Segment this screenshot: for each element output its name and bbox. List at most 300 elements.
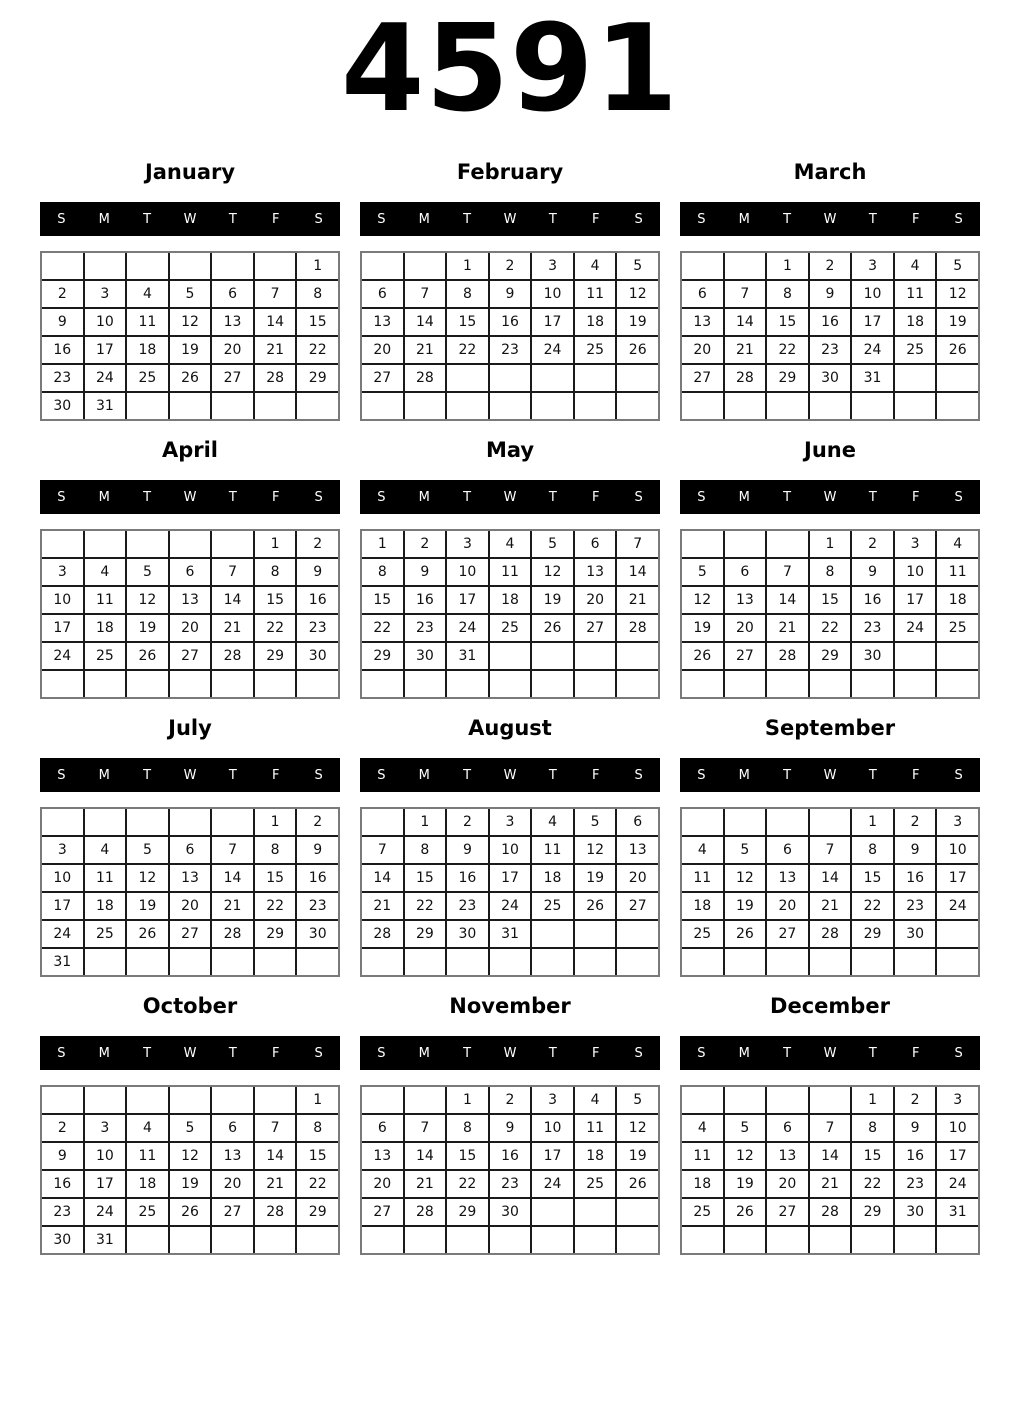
empty-day-cell	[810, 949, 851, 975]
day-cell: 23	[405, 615, 446, 641]
empty-day-cell	[127, 949, 168, 975]
day-cell: 15	[297, 309, 338, 335]
day-cell: 24	[937, 1171, 978, 1197]
empty-day-cell	[895, 671, 936, 697]
day-cell: 10	[85, 309, 126, 335]
day-cell: 15	[852, 1143, 893, 1169]
day-cell: 10	[852, 281, 893, 307]
day-cell: 27	[767, 1199, 808, 1225]
day-cell: 11	[127, 1143, 168, 1169]
weekday-label: F	[271, 767, 280, 783]
empty-day-cell	[810, 1227, 851, 1253]
day-cell: 26	[170, 1199, 211, 1225]
day-cell: 2	[405, 531, 446, 557]
weekday-header	[360, 202, 660, 236]
month-may	[360, 432, 660, 699]
day-cell: 15	[767, 309, 808, 335]
day-cell: 31	[85, 1227, 126, 1253]
day-cell: 12	[575, 837, 616, 863]
weekday-label: S	[377, 1045, 386, 1061]
empty-day-cell	[617, 643, 658, 669]
weekday-label: M	[418, 1045, 430, 1061]
day-cell: 6	[170, 559, 211, 585]
day-cell: 26	[127, 921, 168, 947]
weekday-label: M	[98, 767, 110, 783]
weekday-label: T	[783, 1045, 792, 1061]
month-name: February	[456, 160, 564, 184]
weekday-label: T	[143, 1045, 152, 1061]
weekday-label: T	[143, 767, 152, 783]
day-cell: 22	[405, 893, 446, 919]
day-cell: 30	[895, 1199, 936, 1225]
empty-day-cell	[42, 253, 83, 279]
empty-day-cell	[362, 1227, 403, 1253]
empty-day-cell	[127, 809, 168, 835]
weekday-label: T	[463, 767, 472, 783]
weekday-label: F	[271, 211, 280, 227]
day-cell: 13	[362, 309, 403, 335]
empty-day-cell	[42, 1087, 83, 1113]
day-cell: 16	[895, 1143, 936, 1169]
weekday-label: T	[783, 211, 792, 227]
weekday-label: M	[738, 489, 750, 505]
day-cell: 15	[405, 865, 446, 891]
weekday-label: F	[591, 489, 600, 505]
empty-day-cell	[42, 531, 83, 557]
day-cell: 26	[575, 893, 616, 919]
weekday-label: T	[463, 1045, 472, 1061]
weekday-label: M	[98, 211, 110, 227]
weekday-header	[680, 758, 980, 792]
empty-day-cell	[617, 1227, 658, 1253]
empty-day-cell	[767, 671, 808, 697]
empty-day-cell	[937, 949, 978, 975]
day-cell: 23	[810, 337, 851, 363]
day-cell: 17	[937, 865, 978, 891]
day-cell: 9	[810, 281, 851, 307]
day-cell: 28	[617, 615, 658, 641]
weekday-label: S	[954, 489, 963, 505]
month-name: December	[770, 994, 890, 1018]
day-cell: 18	[490, 587, 531, 613]
empty-day-cell	[532, 671, 573, 697]
empty-day-cell	[170, 1087, 211, 1113]
day-cell: 16	[405, 587, 446, 613]
day-cell: 29	[255, 921, 296, 947]
weekday-label: S	[314, 767, 323, 783]
month-december	[680, 988, 980, 1255]
empty-day-cell	[895, 365, 936, 391]
day-cell: 2	[42, 1115, 83, 1141]
weekday-label: S	[697, 1045, 706, 1061]
day-cell: 21	[767, 615, 808, 641]
weekday-label: F	[271, 489, 280, 505]
day-cell: 17	[532, 309, 573, 335]
day-cell: 4	[85, 559, 126, 585]
weekday-label: W	[183, 211, 197, 227]
empty-day-cell	[127, 531, 168, 557]
day-cell: 16	[852, 587, 893, 613]
empty-day-cell	[725, 531, 766, 557]
empty-day-cell	[170, 253, 211, 279]
weekday-label: W	[183, 489, 197, 505]
day-cell: 23	[297, 893, 338, 919]
weekday-label: T	[548, 211, 557, 227]
day-cell: 25	[490, 615, 531, 641]
empty-day-cell	[297, 393, 338, 419]
weekday-label: F	[911, 489, 920, 505]
day-cell: 26	[617, 337, 658, 363]
day-cell: 20	[767, 1171, 808, 1197]
day-cell: 4	[682, 837, 723, 863]
day-cell: 17	[895, 587, 936, 613]
day-cell: 30	[42, 1227, 83, 1253]
day-cell: 24	[532, 337, 573, 363]
day-cell: 29	[767, 365, 808, 391]
empty-day-cell	[362, 809, 403, 835]
empty-day-cell	[937, 393, 978, 419]
day-cell: 12	[170, 309, 211, 335]
day-cell: 4	[127, 281, 168, 307]
day-cell: 25	[575, 337, 616, 363]
empty-day-cell	[725, 1227, 766, 1253]
day-cell: 16	[895, 865, 936, 891]
empty-day-cell	[532, 1227, 573, 1253]
day-cell: 18	[682, 1171, 723, 1197]
day-cell: 5	[127, 559, 168, 585]
weekday-label: M	[418, 767, 430, 783]
day-cell: 31	[447, 643, 488, 669]
day-cell: 19	[127, 615, 168, 641]
day-cell: 25	[85, 921, 126, 947]
day-cell: 1	[297, 253, 338, 279]
empty-day-cell	[85, 253, 126, 279]
weekday-label: F	[271, 1045, 280, 1061]
day-cell: 31	[42, 949, 83, 975]
day-cell: 8	[297, 281, 338, 307]
day-grid	[360, 807, 660, 977]
day-cell: 6	[212, 1115, 253, 1141]
weekday-label: S	[57, 489, 66, 505]
day-grid	[360, 1085, 660, 1255]
empty-day-cell	[895, 949, 936, 975]
weekday-header	[360, 480, 660, 514]
empty-day-cell	[297, 949, 338, 975]
day-cell: 30	[895, 921, 936, 947]
empty-day-cell	[212, 809, 253, 835]
day-cell: 21	[212, 615, 253, 641]
day-cell: 1	[810, 531, 851, 557]
day-cell: 11	[575, 1115, 616, 1141]
empty-day-cell	[212, 671, 253, 697]
day-cell: 4	[532, 809, 573, 835]
day-cell: 4	[895, 253, 936, 279]
day-cell: 12	[725, 1143, 766, 1169]
day-cell: 11	[682, 865, 723, 891]
empty-day-cell	[682, 1227, 723, 1253]
day-cell: 24	[42, 921, 83, 947]
day-cell: 4	[937, 531, 978, 557]
empty-day-cell	[575, 1199, 616, 1225]
day-cell: 18	[85, 615, 126, 641]
day-cell: 10	[895, 559, 936, 585]
day-cell: 31	[937, 1199, 978, 1225]
day-grid	[40, 807, 340, 977]
day-cell: 20	[767, 893, 808, 919]
day-cell: 9	[895, 837, 936, 863]
day-cell: 24	[447, 615, 488, 641]
empty-day-cell	[852, 671, 893, 697]
empty-day-cell	[532, 393, 573, 419]
day-cell: 8	[255, 837, 296, 863]
empty-day-cell	[767, 1087, 808, 1113]
weekday-header	[360, 1036, 660, 1070]
day-cell: 29	[447, 1199, 488, 1225]
day-cell: 22	[447, 1171, 488, 1197]
day-cell: 14	[725, 309, 766, 335]
day-cell: 7	[767, 559, 808, 585]
day-cell: 24	[937, 893, 978, 919]
day-cell: 23	[490, 337, 531, 363]
day-cell: 9	[895, 1115, 936, 1141]
day-cell: 19	[937, 309, 978, 335]
day-cell: 14	[767, 587, 808, 613]
day-cell: 7	[255, 281, 296, 307]
day-cell: 6	[682, 281, 723, 307]
day-cell: 11	[85, 587, 126, 613]
day-cell: 16	[810, 309, 851, 335]
empty-day-cell	[405, 1227, 446, 1253]
day-cell: 9	[405, 559, 446, 585]
month-june	[680, 432, 980, 699]
day-cell: 25	[682, 921, 723, 947]
empty-day-cell	[937, 671, 978, 697]
day-cell: 11	[895, 281, 936, 307]
empty-day-cell	[810, 1087, 851, 1113]
day-cell: 22	[767, 337, 808, 363]
day-cell: 28	[810, 921, 851, 947]
day-cell: 26	[725, 921, 766, 947]
day-cell: 17	[85, 1171, 126, 1197]
day-cell: 29	[297, 1199, 338, 1225]
day-cell: 1	[255, 809, 296, 835]
month-name: June	[804, 438, 856, 462]
empty-day-cell	[725, 671, 766, 697]
empty-day-cell	[937, 643, 978, 669]
weekday-label: S	[314, 489, 323, 505]
month-name: January	[144, 160, 236, 184]
day-cell: 5	[725, 837, 766, 863]
weekday-label: T	[228, 1045, 237, 1061]
empty-day-cell	[767, 949, 808, 975]
weekday-label: W	[503, 1045, 517, 1061]
empty-day-cell	[682, 531, 723, 557]
day-cell: 5	[617, 1087, 658, 1113]
day-cell: 19	[575, 865, 616, 891]
weekday-header	[40, 480, 340, 514]
weekday-label: T	[143, 489, 152, 505]
month-name: July	[168, 716, 212, 740]
day-cell: 9	[297, 837, 338, 863]
empty-day-cell	[852, 1227, 893, 1253]
day-cell: 6	[575, 531, 616, 557]
weekday-label: S	[314, 1045, 323, 1061]
weekday-label: S	[697, 211, 706, 227]
empty-day-cell	[362, 949, 403, 975]
weekday-label: M	[418, 211, 430, 227]
day-cell: 7	[405, 1115, 446, 1141]
empty-day-cell	[852, 393, 893, 419]
weekday-label: T	[548, 1045, 557, 1061]
day-cell: 30	[810, 365, 851, 391]
day-cell: 17	[42, 615, 83, 641]
weekday-label: S	[377, 767, 386, 783]
day-cell: 9	[490, 1115, 531, 1141]
day-cell: 2	[810, 253, 851, 279]
day-cell: 19	[170, 1171, 211, 1197]
weekday-label: T	[868, 767, 877, 783]
day-cell: 11	[937, 559, 978, 585]
day-cell: 29	[255, 643, 296, 669]
day-cell: 30	[852, 643, 893, 669]
day-cell: 6	[767, 837, 808, 863]
empty-day-cell	[682, 253, 723, 279]
day-cell: 17	[532, 1143, 573, 1169]
weekday-label: T	[463, 211, 472, 227]
weekday-header	[680, 480, 980, 514]
day-cell: 10	[532, 281, 573, 307]
empty-day-cell	[170, 393, 211, 419]
day-cell: 15	[447, 309, 488, 335]
empty-day-cell	[490, 643, 531, 669]
weekday-header	[680, 202, 980, 236]
day-cell: 3	[42, 559, 83, 585]
day-cell: 19	[725, 893, 766, 919]
day-cell: 16	[447, 865, 488, 891]
day-cell: 10	[42, 865, 83, 891]
day-cell: 31	[85, 393, 126, 419]
day-cell: 23	[297, 615, 338, 641]
day-cell: 27	[767, 921, 808, 947]
day-cell: 24	[85, 365, 126, 391]
day-cell: 13	[575, 559, 616, 585]
weekday-label: S	[314, 211, 323, 227]
day-cell: 6	[767, 1115, 808, 1141]
weekday-label: F	[911, 1045, 920, 1061]
empty-day-cell	[937, 921, 978, 947]
empty-day-cell	[575, 949, 616, 975]
day-cell: 22	[297, 337, 338, 363]
empty-day-cell	[212, 949, 253, 975]
empty-day-cell	[255, 671, 296, 697]
weekday-label: W	[823, 211, 837, 227]
month-february	[360, 154, 660, 421]
day-cell: 13	[212, 309, 253, 335]
day-cell: 16	[297, 865, 338, 891]
day-cell: 15	[852, 865, 893, 891]
day-cell: 29	[297, 365, 338, 391]
day-cell: 23	[852, 615, 893, 641]
day-cell: 1	[767, 253, 808, 279]
day-cell: 25	[682, 1199, 723, 1225]
day-cell: 3	[937, 809, 978, 835]
day-cell: 12	[532, 559, 573, 585]
empty-day-cell	[212, 1087, 253, 1113]
weekday-label: M	[418, 489, 430, 505]
day-cell: 10	[42, 587, 83, 613]
weekday-label: T	[868, 1045, 877, 1061]
day-cell: 14	[617, 559, 658, 585]
day-cell: 5	[170, 281, 211, 307]
day-cell: 7	[255, 1115, 296, 1141]
day-cell: 4	[490, 531, 531, 557]
empty-day-cell	[532, 949, 573, 975]
day-cell: 10	[447, 559, 488, 585]
day-cell: 3	[490, 809, 531, 835]
day-cell: 10	[532, 1115, 573, 1141]
empty-day-cell	[405, 1087, 446, 1113]
weekday-label: M	[98, 1045, 110, 1061]
day-cell: 29	[405, 921, 446, 947]
year-title: 4591	[341, 0, 679, 139]
month-name: March	[793, 160, 867, 184]
weekday-label: W	[823, 1045, 837, 1061]
day-cell: 27	[170, 643, 211, 669]
empty-day-cell	[127, 671, 168, 697]
weekday-label: W	[503, 489, 517, 505]
weekday-label: T	[868, 211, 877, 227]
day-cell: 4	[575, 253, 616, 279]
empty-day-cell	[617, 921, 658, 947]
weekday-label: T	[228, 211, 237, 227]
weekday-label: W	[503, 767, 517, 783]
day-cell: 31	[490, 921, 531, 947]
day-cell: 27	[362, 365, 403, 391]
day-cell: 5	[617, 253, 658, 279]
weekday-label: S	[634, 767, 643, 783]
weekday-label: T	[548, 767, 557, 783]
empty-day-cell	[617, 393, 658, 419]
empty-day-cell	[617, 949, 658, 975]
weekday-label: S	[954, 211, 963, 227]
weekday-label: S	[57, 211, 66, 227]
day-cell: 5	[937, 253, 978, 279]
day-cell: 30	[297, 921, 338, 947]
day-cell: 15	[447, 1143, 488, 1169]
empty-day-cell	[447, 949, 488, 975]
day-cell: 3	[85, 1115, 126, 1141]
month-name: November	[449, 994, 571, 1018]
day-cell: 7	[405, 281, 446, 307]
day-cell: 20	[170, 615, 211, 641]
day-grid	[40, 1085, 340, 1255]
day-cell: 2	[895, 809, 936, 835]
day-cell: 3	[42, 837, 83, 863]
day-cell: 24	[532, 1171, 573, 1197]
day-cell: 18	[895, 309, 936, 335]
day-cell: 20	[170, 893, 211, 919]
day-cell: 26	[937, 337, 978, 363]
day-cell: 9	[447, 837, 488, 863]
empty-day-cell	[490, 949, 531, 975]
day-cell: 20	[725, 615, 766, 641]
empty-day-cell	[85, 671, 126, 697]
day-cell: 7	[725, 281, 766, 307]
day-cell: 25	[127, 1199, 168, 1225]
day-cell: 22	[810, 615, 851, 641]
day-cell: 21	[617, 587, 658, 613]
weekday-label: S	[57, 767, 66, 783]
